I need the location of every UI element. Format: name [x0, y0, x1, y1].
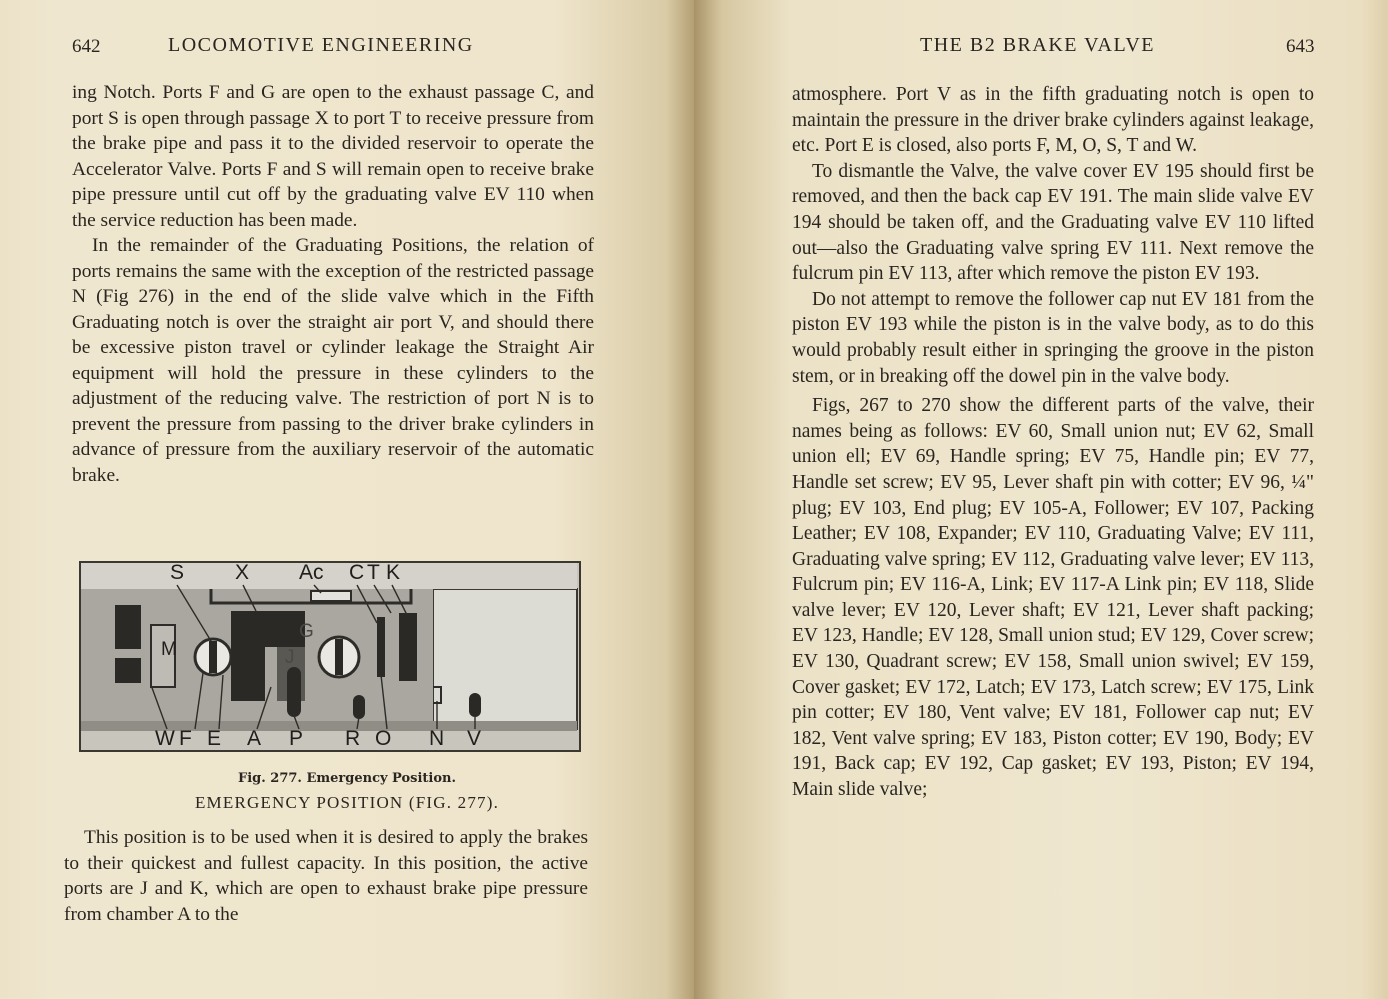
paragraph: Figs, 267 to 270 show the different parts of the valve, their names being as follows: EV 60, Small union nut; EV 62, Small union ell; EV 69, Handle spring; EV 75, Handle pin; EV 77, Handle set screw; EV 95, Lever shaft pin with cotter; EV 96, ¼" plug; EV 103, End plug; EV 105-A, Follower; EV 107, Packing Leather; EV 108, Expander; EV 110, Graduating Valve; EV 111, Graduating valve spring; EV 112, Graduating valve lever; EV 113, Fulcrum pin; EV 116-A, Link; EV 117-A Link pin; EV 118, Slide valve lever; EV 120, Lever shaft; EV 121, Lever shaft packing; EV 123, Handle; EV 128, Small union stud; EV 129, Cover screw; EV 130, Quadrant screw; EV 158, Small union swivel; EV 159, Cover gasket; EV 172, Latch; EV 173, Latch screw; EV 175, Link pin cotter; EV 180, Vent valve; EV 181, Follower cap nut; EV 182, Vent valve spring; EV 183, Piston cotter; EV 190, Body; EV 191, Back cap; EV 192, Cap gasket; EV 193, Piston; EV 194, Main slide valve; — [792, 395, 1314, 801]
section-heading: EMERGENCY POSITION (FIG. 277). — [194, 793, 500, 812]
port-label-c: C — [349, 561, 365, 584]
port-label-p: P — [289, 727, 304, 750]
valve-diagram — [81, 563, 579, 750]
port-label-n: N — [429, 727, 445, 750]
paragraph: atmosphere. Port V as in the fifth graduating notch is open to maintain the pressure in the driver brake cylinders against leakage, etc. Port E is closed, also ports F, M, O, S, T and W. — [792, 84, 1314, 157]
port-label-g: G — [299, 621, 314, 642]
port-label-r: R — [345, 727, 361, 750]
port-label-a: A — [247, 727, 262, 750]
figure-caption: Fig. 277. Emergency Position. — [237, 771, 457, 786]
port-label-m: M — [161, 639, 177, 660]
port-label-f: F — [179, 727, 192, 750]
port-label-w: W — [155, 727, 175, 750]
page-number: 643 — [1286, 36, 1315, 57]
port-label-j: J — [285, 647, 295, 668]
paragraph: ing Notch. Ports F and G are open to the exhaust passage C, and port S is open through passage X to port T to receive pressure from the brake pipe and pass it to the divided reservoir to operate the Accelerator Valve. Ports F and S will remain open to receive brake pipe pressure until cut off by the graduating valve EV 110 when the service reduction has been made. — [72, 82, 594, 231]
port-label-ac: Ac — [299, 561, 324, 584]
paragraph: In the remainder of the Graduating Positions, the relation of ports remains the same with the exception of the restricted passage N (Fig 276) in the end of the slide valve which in the Fifth Graduating notch is over the straight air port V, and should there be excessive piston travel or cylinder leakage the Straight Air equipment will hold the pressure in these cylinders to the adjustment of the reducing valve. The restriction of port N is to prevent the pressure from passing to the driver brake cylinders in advance of pressure from the auxiliary reservoir of the automatic brake. — [72, 235, 594, 486]
left-body-text-lower — [64, 825, 588, 927]
emergency-position-figure — [79, 561, 581, 752]
port-label-v: V — [467, 727, 482, 750]
paragraph: To dismantle the Valve, the valve cover EV 195 should first be removed, and then the back cap EV 191. The main slide valve EV 194 should be taken off, and the Graduating valve EV 110 lifted out—also the Graduating valve spring EV 111. Next remove the fulcrum pin EV 113, after which remove the piston EV 193. — [792, 160, 1314, 285]
left-body-text — [72, 80, 594, 488]
running-head: LOCOMOTIVE ENGINEERING — [168, 34, 474, 56]
page-number: 642 — [72, 36, 101, 57]
port-label-k: K — [386, 561, 401, 584]
port-label-e: E — [207, 727, 222, 750]
right-page — [694, 0, 1388, 999]
port-label-o: O — [375, 727, 392, 750]
paragraph: This position is to be used when it is desired to apply the brakes to their quickest and fullest capacity. In this position, the active ports are J and K, which are open to exhaust brake pipe pressure from chamber A to the — [64, 827, 588, 925]
port-label-t: T — [367, 561, 380, 584]
running-head: THE B2 BRAKE VALVE — [920, 34, 1155, 56]
port-label-s: S — [170, 561, 185, 584]
right-body-text — [792, 82, 1314, 803]
paragraph: Do not attempt to remove the follower cap nut EV 181 from the piston EV 193 while the piston is in the valve body, as to do this would probably result either in springing the groove in the piston stem, or in breaking off the dowel pin in the valve body. — [792, 288, 1314, 387]
port-label-x: X — [235, 561, 250, 584]
